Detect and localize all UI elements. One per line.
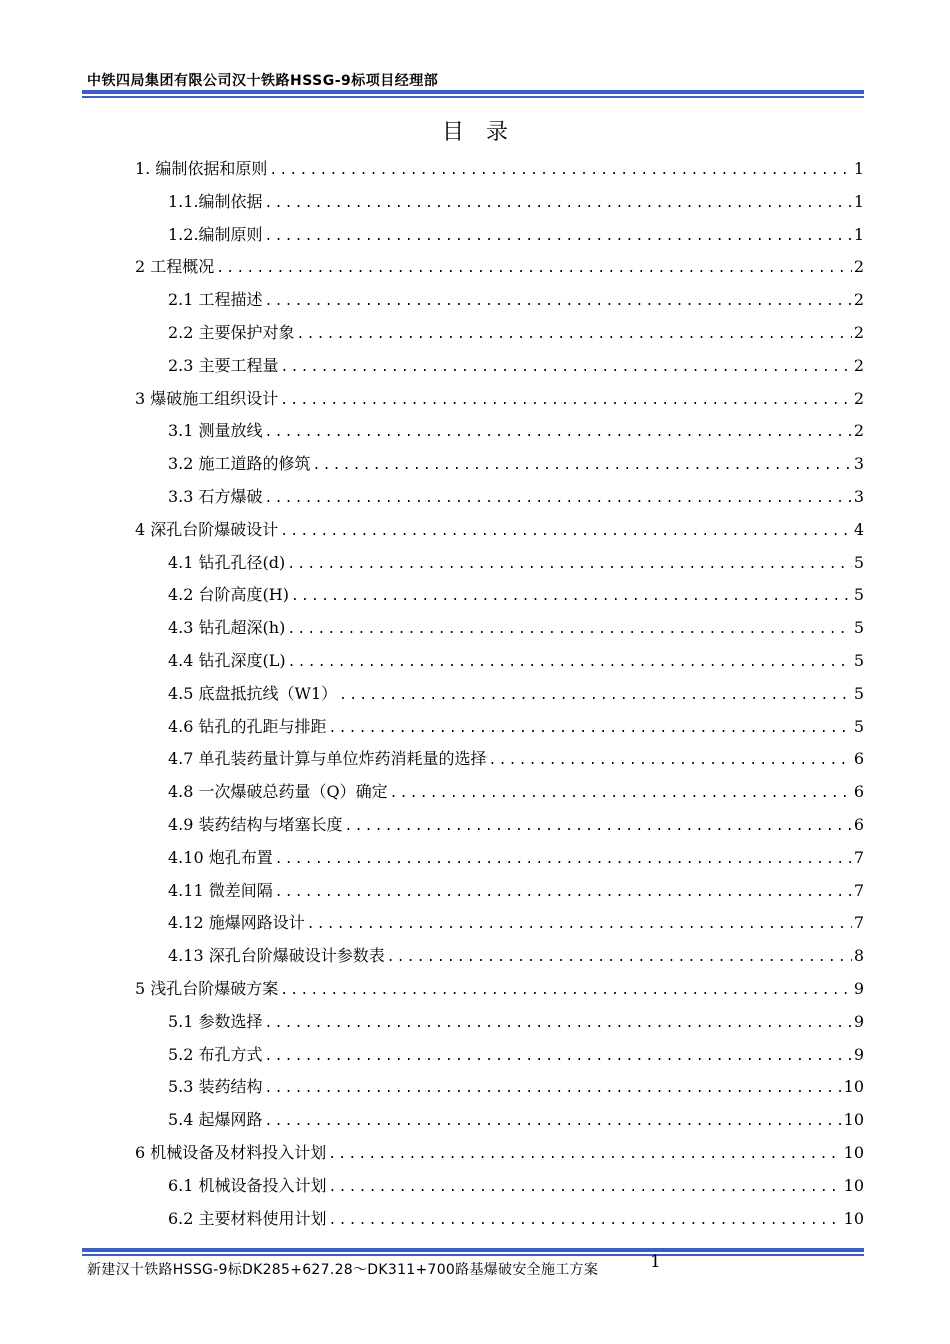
toc-entry-label: 3.1 测量放线 [168, 421, 263, 441]
toc-entry-page: 5 [853, 618, 864, 638]
header-text: 中铁四局集团有限公司汉十铁路HSSG-9标项目经理部 [87, 73, 439, 89]
toc-leader-dots [265, 1072, 842, 1105]
toc-entry-page: 5 [853, 683, 864, 703]
toc-entry-page: 5 [853, 552, 864, 572]
toc-entry-page: 9 [853, 1044, 864, 1064]
toc-entry-label: 3 爆破施工组织设计 [135, 388, 279, 408]
toc-entry-label: 1.1.编制依据 [168, 191, 263, 211]
toc-entry-page: 10 [843, 1143, 864, 1162]
toc-entry-page: 5 [853, 585, 864, 605]
toc-entry-page: 3 [853, 454, 864, 474]
toc-entry-page: 1 [853, 191, 864, 211]
toc-entry-page: 2 [853, 290, 864, 310]
toc-entry-label: 3.3 石方爆破 [168, 487, 263, 506]
toc-entry-label: 5.1 参数选择 [168, 1011, 263, 1031]
toc-leader-dots [280, 515, 852, 548]
toc-entry-label: 4.4 钻孔深度(L) [168, 651, 286, 670]
toc-entry[interactable] [168, 578, 864, 611]
toc-entry-label: 2.3 主要工程量 [168, 355, 279, 375]
toc-leader-dots [288, 646, 852, 679]
toc-entry-label: 5.2 布孔方式 [168, 1044, 263, 1064]
toc-entry-label: 6.2 主要材料使用计划 [168, 1208, 327, 1228]
toc-entry-label: 4.5 底盘抵抗线（W1） [168, 683, 338, 703]
toc-leader-dots [329, 1171, 842, 1204]
toc-entry[interactable] [168, 677, 864, 710]
toc-entry[interactable] [168, 841, 864, 874]
toc-title: 目录 [441, 120, 530, 145]
toc-entry-page: 10 [843, 1175, 864, 1195]
toc-entry[interactable] [168, 939, 864, 972]
toc-entry[interactable] [168, 1038, 864, 1071]
toc-entry-page: 2 [853, 421, 864, 441]
toc-entry[interactable] [168, 1169, 864, 1202]
toc-entry-label: 4.11 微差间隔 [168, 880, 273, 900]
toc-leader-dots [275, 876, 852, 909]
toc-entry-label: 1.2.编制原则 [168, 224, 263, 244]
toc-entry-label: 4.7 单孔装药量计算与单位炸药消耗量的选择 [168, 749, 487, 769]
toc-entry-label: 4.3 钻孔超深(h) [168, 618, 286, 638]
toc-entry-label: 2.1 工程描述 [168, 290, 263, 310]
toc-entry[interactable] [168, 644, 864, 677]
toc-entry-label: 4.2 台阶高度(H) [168, 585, 289, 605]
toc-leader-dots [265, 1105, 842, 1138]
toc-entry-label: 1. 编制依据和原则 [135, 159, 268, 178]
toc-leader-dots [265, 416, 852, 449]
footer-rule-thin [82, 1254, 864, 1256]
toc-leader-dots [313, 449, 852, 482]
toc-entry-page: 6 [853, 749, 864, 769]
toc-leader-dots [265, 482, 852, 515]
toc-entry[interactable] [135, 382, 864, 415]
footer-text: 新建汉十铁路HSSG-9标DK285+627.28～DK311+700路基爆破安全施工方案 [87, 1262, 599, 1278]
page-number: 1 [650, 1252, 661, 1272]
toc-entry-page: 2 [853, 388, 864, 408]
toc-entry-page: 9 [853, 979, 864, 998]
toc-entry[interactable] [168, 218, 864, 251]
toc-entry-page: 6 [853, 815, 864, 834]
toc-leader-dots [329, 712, 852, 745]
toc-leader-dots [328, 1138, 841, 1171]
toc-entry-label: 4.8 一次爆破总药量（Q）确定 [168, 782, 388, 802]
toc-leader-dots [265, 187, 852, 220]
toc-entry[interactable] [168, 874, 864, 907]
toc-entry[interactable] [168, 283, 864, 316]
toc-entry-page: 3 [853, 487, 864, 506]
header-rule-thin [82, 96, 864, 98]
toc-entry[interactable] [168, 185, 864, 218]
toc-leader-dots [216, 252, 852, 285]
toc-entry-label: 4.6 钻孔的孔距与排距 [168, 716, 327, 736]
toc-leader-dots [489, 744, 852, 777]
toc-entry-label: 4.9 装药结构与堵塞长度 [168, 815, 343, 834]
toc-entry-label: 5 浅孔台阶爆破方案 [135, 979, 279, 998]
toc-entry[interactable] [168, 808, 864, 841]
toc-entry-page: 2 [853, 257, 864, 277]
toc-leader-dots [307, 908, 852, 941]
toc-leader-dots [280, 974, 852, 1007]
toc-entry[interactable] [168, 906, 864, 939]
toc-leader-dots [265, 285, 852, 318]
toc-entry-label: 6 机械设备及材料投入计划 [135, 1143, 327, 1162]
toc-leader-dots [265, 1040, 852, 1073]
toc-entry-page: 2 [853, 355, 864, 375]
toc-entry-page: 5 [853, 716, 864, 736]
toc-entry-label: 5.4 起爆网路 [168, 1110, 263, 1130]
toc-entry-page: 1 [853, 159, 864, 178]
toc-entry-label: 2 工程概况 [135, 257, 215, 277]
toc-leader-dots [265, 1007, 852, 1040]
toc-entry[interactable] [135, 152, 864, 185]
toc-leader-dots [345, 810, 852, 843]
toc-entry-page: 7 [853, 880, 864, 900]
toc-entry-page: 6 [853, 782, 864, 802]
toc-entry[interactable] [168, 710, 864, 743]
toc-entry-page: 10 [843, 1110, 864, 1130]
toc-entry-page: 7 [853, 913, 864, 933]
toc-entry[interactable] [168, 447, 864, 480]
toc-leader-dots [275, 843, 852, 876]
header-rule-thick [82, 90, 864, 94]
toc-entry-label: 6.1 机械设备投入计划 [168, 1175, 327, 1195]
toc-entry-label: 4 深孔台阶爆破设计 [135, 519, 279, 539]
toc-entry[interactable] [168, 414, 864, 447]
toc-leader-dots [287, 548, 852, 581]
toc-leader-dots [387, 941, 852, 974]
toc-entry-label: 4.12 施爆网路设计 [168, 913, 305, 933]
toc-entry-page: 8 [853, 946, 864, 966]
toc-entry-label: 4.10 炮孔布置 [168, 847, 273, 867]
toc-leader-dots [287, 613, 851, 646]
toc-entry[interactable] [135, 972, 864, 1005]
toc-leader-dots [265, 220, 852, 253]
toc-entry[interactable] [168, 1103, 864, 1136]
toc-entry[interactable] [168, 742, 864, 775]
toc-entry[interactable] [168, 775, 864, 808]
footer-rule-thick [82, 1248, 864, 1252]
toc-entry-page: 5 [853, 651, 864, 670]
toc-entry-label: 4.1 钻孔孔径(d) [168, 552, 286, 572]
toc-entry-label: 4.13 深孔台阶爆破设计参数表 [168, 946, 385, 966]
toc-entry-page: 7 [853, 847, 864, 867]
toc-leader-dots [281, 351, 852, 384]
toc-leader-dots [269, 154, 851, 187]
toc-entry-label: 2.2 主要保护对象 [168, 323, 295, 342]
toc-entry[interactable] [168, 349, 864, 382]
toc-entry-label: 3.2 施工道路的修筑 [168, 454, 311, 474]
toc-entry-page: 2 [853, 323, 864, 342]
toc-entry[interactable] [168, 1005, 864, 1038]
toc-entry-page: 9 [853, 1011, 864, 1031]
toc-entry-page: 1 [853, 224, 864, 244]
toc-entry-page: 4 [853, 519, 864, 539]
toc-entry-page: 10 [843, 1077, 864, 1097]
toc-entry[interactable] [168, 1202, 864, 1235]
toc-leader-dots [390, 777, 852, 810]
toc-entry[interactable] [168, 611, 864, 644]
toc-leader-dots [339, 679, 852, 712]
toc-entry-page: 10 [843, 1208, 864, 1228]
toc-entry[interactable] [135, 250, 864, 283]
toc-entry[interactable] [168, 546, 864, 579]
toc-entry[interactable] [168, 316, 864, 349]
toc-leader-dots [280, 384, 852, 417]
toc-leader-dots [329, 1204, 842, 1237]
toc-leader-dots [297, 318, 852, 351]
toc-entry-label: 5.3 装药结构 [168, 1077, 263, 1097]
toc-entry[interactable] [168, 480, 864, 513]
toc-entry[interactable] [135, 513, 864, 546]
toc-leader-dots [291, 580, 852, 613]
toc-entry[interactable] [168, 1070, 864, 1103]
toc-entry[interactable] [135, 1136, 864, 1169]
